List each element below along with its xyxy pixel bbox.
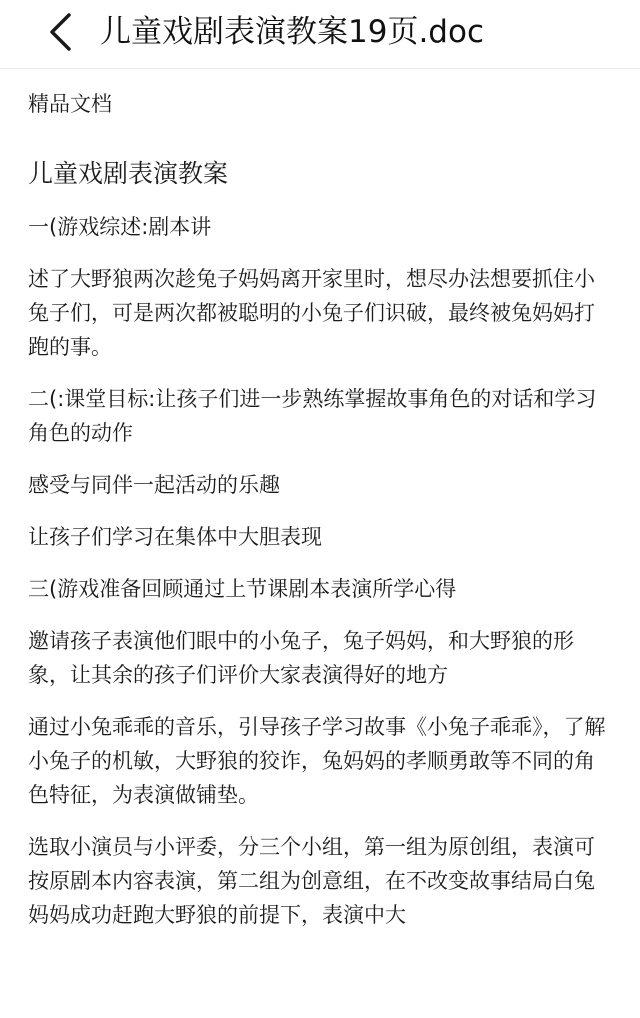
paragraph: 通过小兔乖乖的音乐，引导孩子学习故事《小兔子乖乖》，了解小兔子的机敏，大野狼的狡诈，兔妈妈的孝顺勇敢等不同的角色特征，为表演做铺垫。 [28,715,606,807]
paragraph: 让孩子们学习在集体中大胆表现 [28,525,322,549]
document-title: 儿童戏剧表演教案19页.doc [100,14,484,50]
paragraph: 选取小演员与小评委，分三个小组，第一组为原创组，表演可按原剧本内容表演，第二组为创意组，在不改变故事结局白兔妈妈成功赶跑大野狼的前提下，表演中大 [28,835,595,927]
paragraph: 述了大野狼两次趁兔子妈妈离开家里时，想尽办法想要抓住小兔子们，可是两次都被聪明的小兔子们识破，最终被兔妈妈打跑的事。 [28,267,595,359]
document-heading: 儿童戏剧表演教案 [28,159,229,188]
chevron-left-icon [47,12,73,52]
document-body [28,68,614,932]
back-button[interactable] [38,10,82,54]
paragraph: 邀请孩子表演他们眼中的小兔子，兔子妈妈，和大野狼的形象，让其余的孩子们评价大家表演得好的地方 [28,629,574,687]
page-header-text: 精品文档 [28,92,112,116]
paragraph: 感受与同伴一起活动的乐趣 [28,473,280,497]
paragraph: 二(:课堂目标:让孩子们进一步熟练掌握故事角色的对话和学习角色的动作 [28,387,597,445]
top-bar [0,0,640,69]
paragraph: 一(游戏综述:剧本讲 [28,215,212,239]
paragraph: 三(游戏准备回顾通过上节课剧本表演所学心得 [28,577,457,601]
